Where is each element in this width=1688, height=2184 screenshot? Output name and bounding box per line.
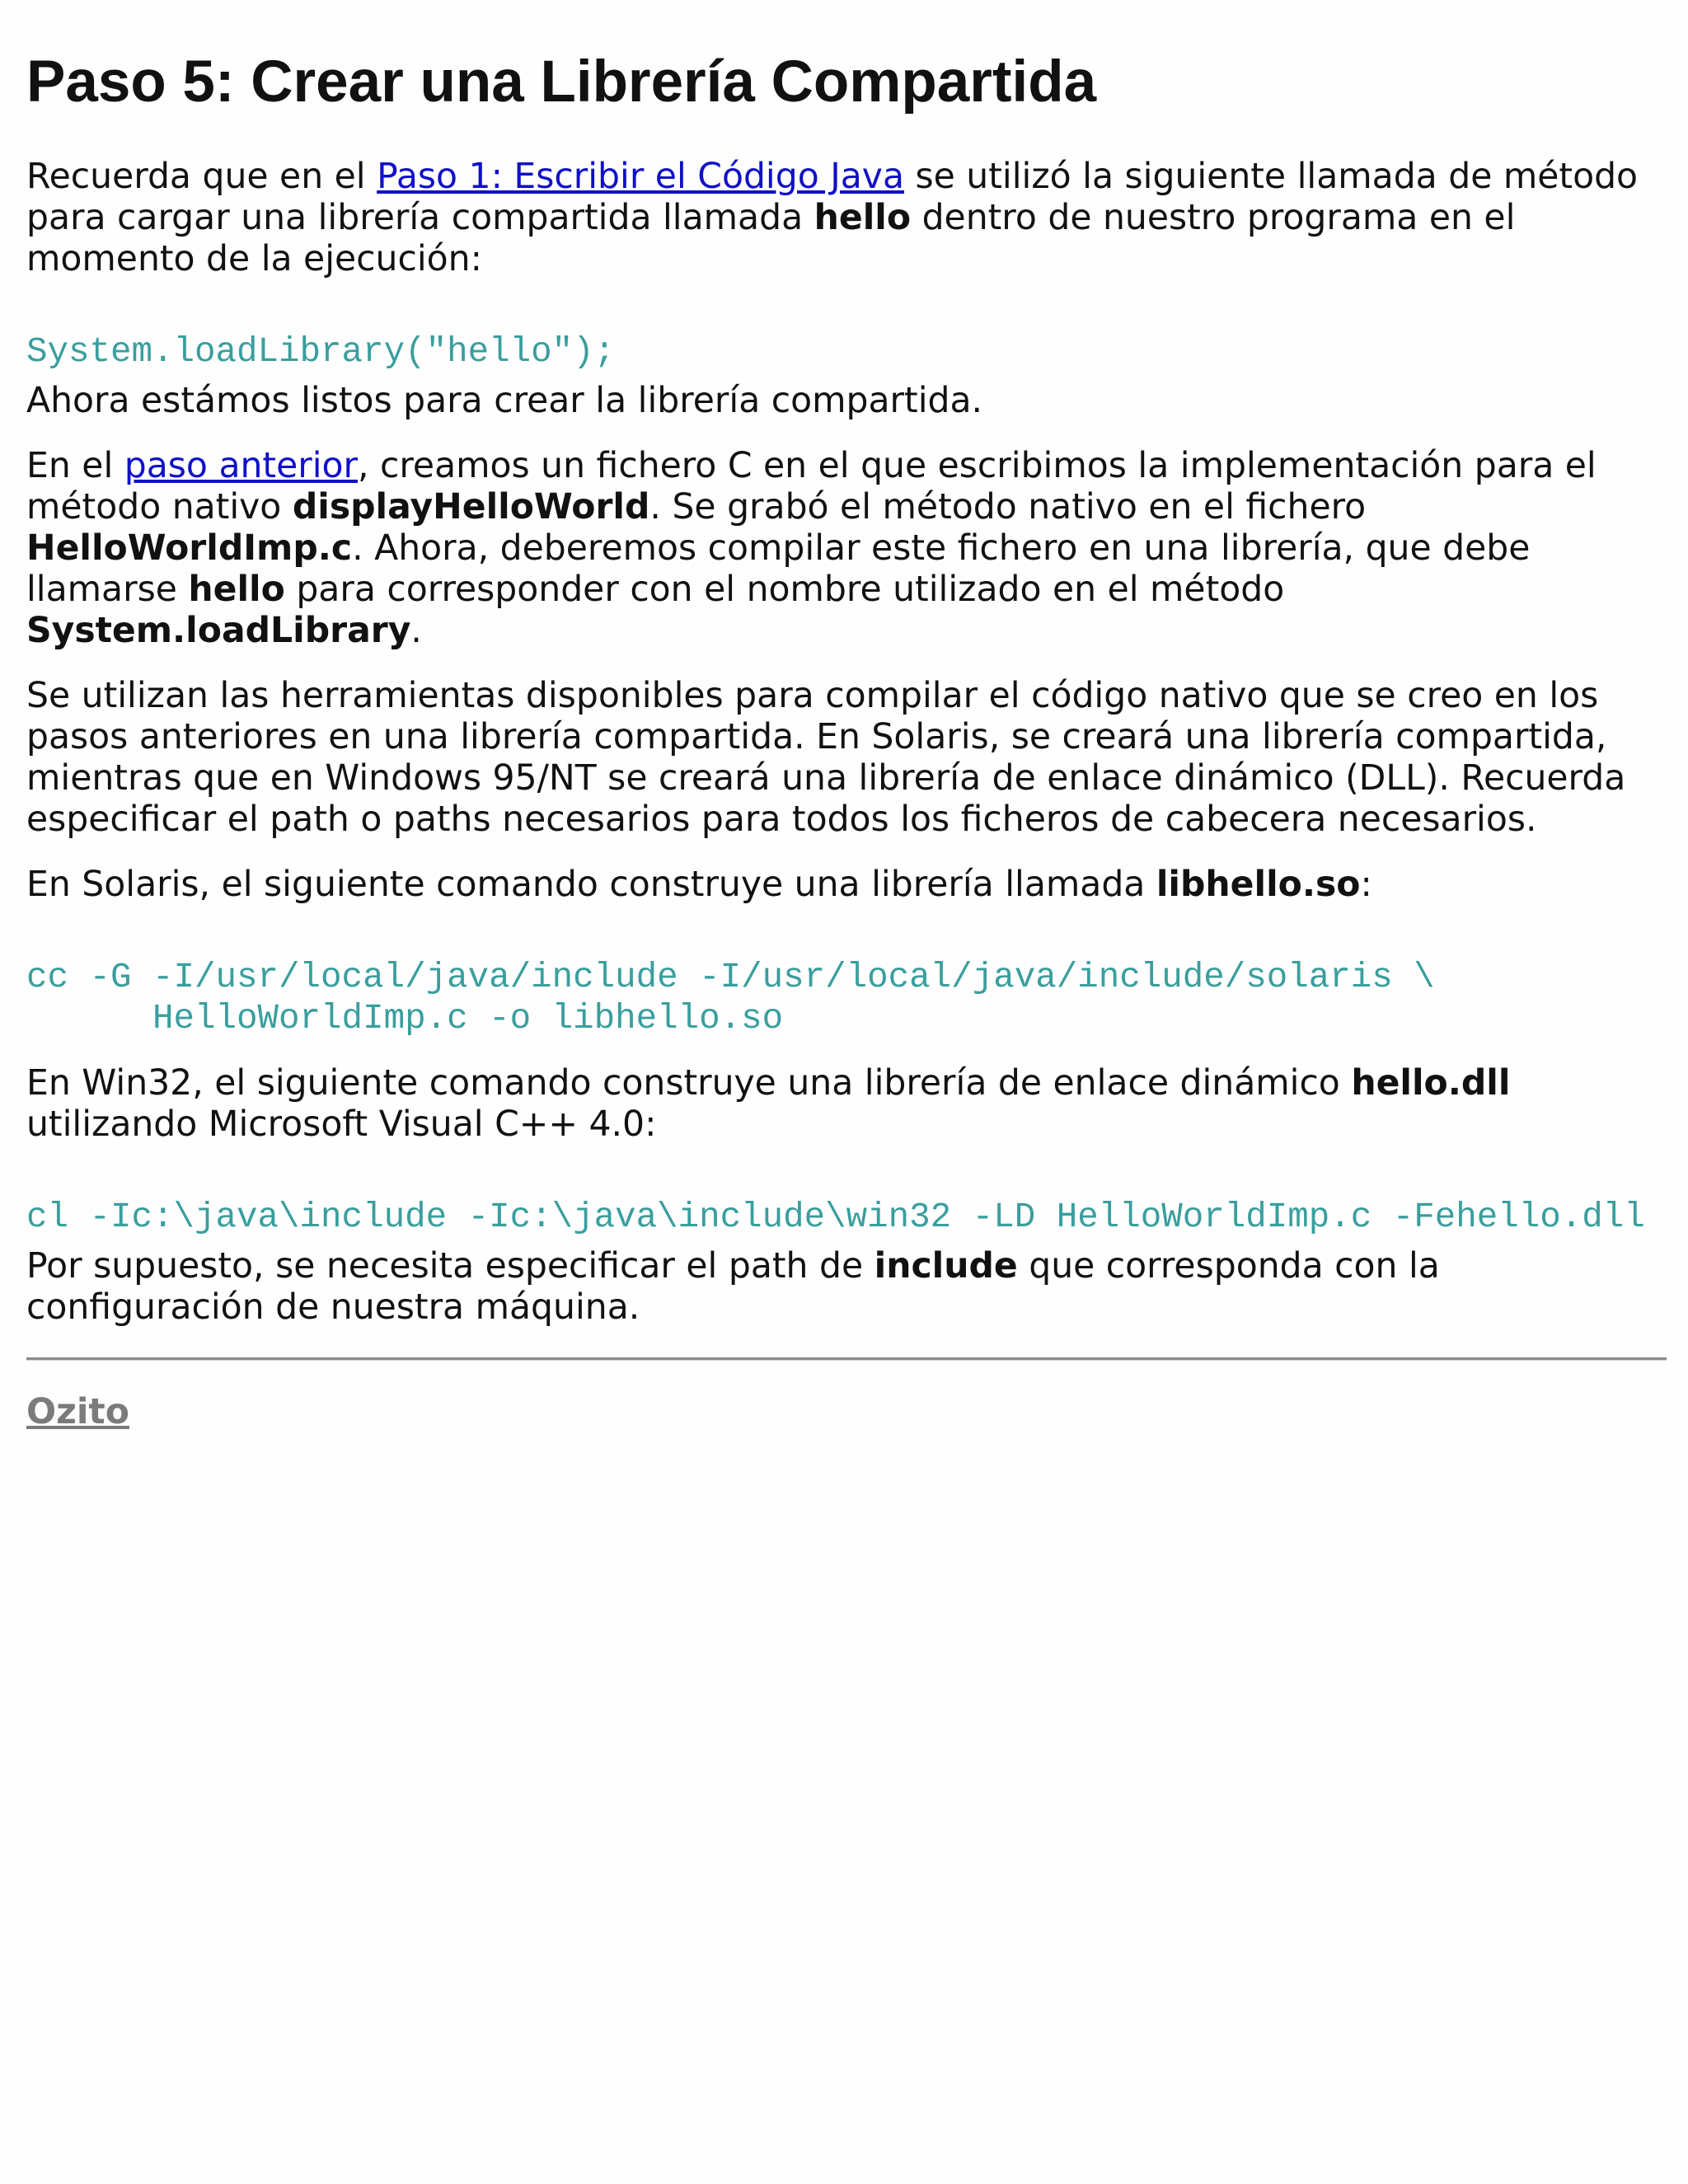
code-solaris-command: cc -G -I/usr/local/java/include -I/usr/local/java/include/solaris \ HelloWorldImp.c -o libhello.so xyxy=(26,958,1435,1038)
code-load-library: System.loadLibrary("hello"); xyxy=(26,332,616,372)
author-signature xyxy=(26,1392,1667,1433)
link-paso-1[interactable]: Paso 1: Escribir el Código Java xyxy=(377,157,904,197)
bold-libhello-so: libhello.so xyxy=(1156,865,1361,905)
bold-hello-dll: hello.dll xyxy=(1351,1063,1511,1104)
ready-paragraph: Ahora estámos listos para crear la librería compartida. xyxy=(26,381,983,421)
bold-display-hello-world: displayHelloWorld xyxy=(292,487,650,527)
document-page xyxy=(26,43,1667,1433)
code-win32-command: cl -Ic:\java\include -Ic:\java\include\win32 -LD HelloWorldImp.c -Fehello.dll xyxy=(26,1197,1645,1237)
divider xyxy=(26,1357,1667,1361)
bold-hello-world-imp: HelloWorldImp.c xyxy=(26,528,353,569)
solaris-paragraph: En Solaris, el siguiente comando construye una librería llamada libhello.so: xyxy=(26,865,1372,905)
bold-hello-name: hello xyxy=(188,569,285,610)
win32-paragraph: En Win32, el siguiente comando construye una librería de enlace dinámico hello.dll utilizando Microsoft Visual C++ 4.0: xyxy=(26,1063,1511,1145)
bold-hello: hello xyxy=(814,198,912,238)
author-link[interactable]: Ozito xyxy=(26,1392,129,1432)
link-paso-anterior[interactable]: paso anterior xyxy=(124,446,358,486)
bold-system-load-library: System.loadLibrary xyxy=(26,611,411,651)
page-title: Paso 5: Crear una Librería Compartida xyxy=(26,49,1097,115)
tools-paragraph: Se utilizan las herramientas disponibles para compilar el código nativo que se creo en los pasos anteriores en una librería compartida. En Solaris, se creará una librería compartida, mientras que en Windows 95/NT se creará una librería de enlace dinámico (DLL). Recuerda especificar el path o paths necesarios para todos los ficheros de cabecera necesarios. xyxy=(26,676,1626,840)
previous-step-paragraph: En el paso anterior, creamos un fichero C en el que escribimos la implementación para el método nativo displayHelloWorld. Se grabó el método nativo en el fichero HelloWorldImp.c. Ahora, deberemos compilar este fichero en una librería, que debe llamarse hello para corresponder con el nombre utilizado en el método System.loadLibrary. xyxy=(26,446,1597,651)
intro-paragraph: Recuerda que en el Paso 1: Escribir el Código Java se utilizó la siguiente llamada de método para cargar una librería compartida llamada hello dentro de nuestro programa en el momento de la ejecución: xyxy=(26,157,1639,279)
bold-include: include xyxy=(874,1246,1018,1286)
include-paragraph: Por supuesto, se necesita especificar el path de include que corresponda con la configuración de nuestra máquina. xyxy=(26,1246,1440,1328)
